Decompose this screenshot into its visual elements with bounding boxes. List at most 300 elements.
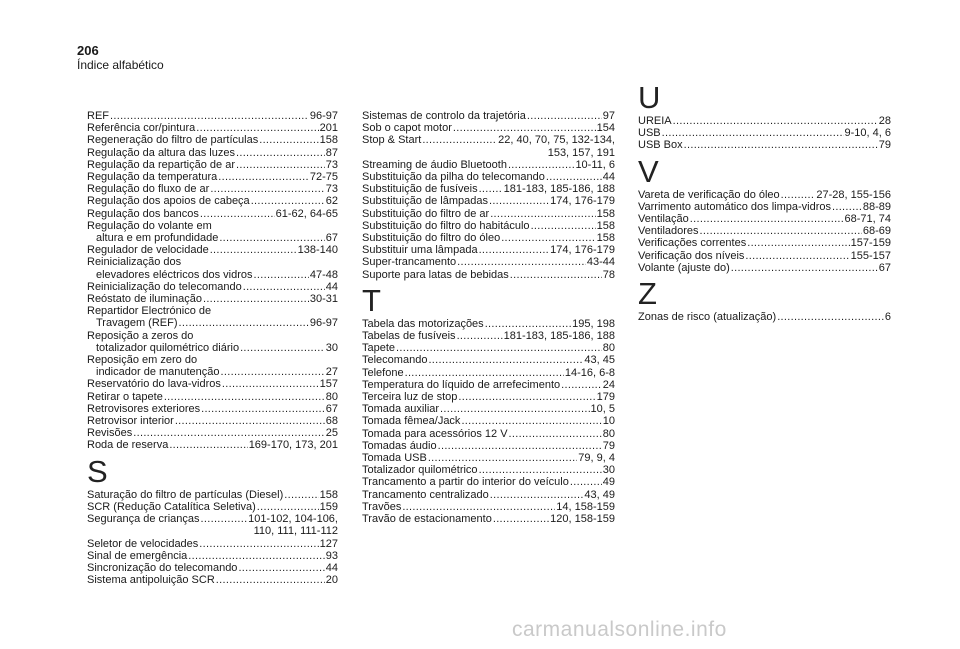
entry-term-line: Reinicialização dos — [87, 256, 182, 269]
entry-row — [362, 489, 615, 501]
index-entry — [362, 232, 615, 244]
entry-row — [362, 367, 615, 379]
dot-leader — [196, 122, 318, 134]
dot-leader — [510, 269, 602, 281]
entry-row — [638, 189, 891, 201]
entry-row — [362, 464, 615, 476]
entry-pages: 24 — [602, 378, 615, 391]
dot-leader — [485, 318, 571, 330]
dot-leader — [219, 232, 324, 244]
entry-row — [362, 244, 615, 256]
entry-term: Sob o capot motor — [362, 122, 452, 135]
entry-pages: 159 — [319, 500, 338, 513]
entry-pages: 44 — [602, 171, 615, 184]
index-entry — [87, 244, 338, 256]
dot-leader — [110, 110, 309, 122]
dot-leader — [684, 139, 878, 151]
entry-term: Travão de estacionamento — [362, 513, 492, 526]
entry-term: Regeneração do filtro de partículas — [87, 134, 259, 147]
dot-leader — [493, 513, 549, 525]
entry-term: Sistemas de controlo da trajetória — [362, 110, 526, 122]
entry-term: Zonas de risco (atualização) — [638, 311, 777, 324]
entry-term: Ventilação — [638, 213, 689, 226]
dot-leader — [777, 311, 884, 323]
entry-term: Regulação do fluxo de ar — [87, 183, 210, 196]
index-entry — [362, 122, 615, 134]
entry-row — [362, 318, 615, 330]
dot-leader — [284, 489, 318, 501]
entry-pages: 27-28, 155-156 — [816, 188, 891, 201]
index-entry — [362, 440, 615, 452]
index-entry — [362, 428, 615, 440]
entry-term: Substituição do filtro do habitáculo — [362, 219, 530, 232]
entry-pages: 201 — [319, 122, 338, 135]
dot-leader — [781, 189, 816, 201]
section-letter: Z — [638, 276, 657, 312]
dot-leader — [479, 464, 602, 476]
dot-leader — [527, 110, 602, 122]
entry-row — [362, 220, 615, 232]
entry-term: Tomada auxiliar — [362, 403, 440, 416]
dot-leader — [508, 159, 575, 171]
index-entry — [638, 311, 891, 323]
entry-pages: 181-183, 185-186, 188 — [503, 330, 615, 343]
entry-term: Regulação da altura das luzes — [87, 146, 235, 159]
index-entry — [362, 159, 615, 171]
entry-term: Reóstato de iluminação — [87, 293, 202, 306]
entry-pages: 157-159 — [850, 237, 891, 250]
entry-term: Retrovisores exteriores — [87, 402, 201, 415]
index-entry — [362, 354, 615, 366]
entry-row — [362, 208, 615, 220]
index-entry — [362, 220, 615, 232]
entry-term: Seletor de velocidades — [87, 537, 199, 550]
dot-leader — [747, 237, 849, 249]
index-entry — [87, 513, 338, 537]
entry-term: indicador de manutenção — [96, 366, 220, 379]
entry-pages: 93 — [325, 549, 338, 562]
entry-row — [87, 195, 338, 207]
entry-pages: 72-75 — [309, 171, 338, 184]
entry-term: Tabela das motorizações — [362, 317, 484, 330]
index-column-3 — [638, 78, 891, 323]
entry-term-line: Reposição a zeros do — [87, 329, 194, 342]
entry-pages: 28 — [878, 115, 891, 127]
index-entry — [87, 550, 338, 562]
entry-pages: 67 — [325, 232, 338, 245]
index-entry — [87, 378, 338, 390]
entry-row — [87, 513, 338, 525]
index-entry — [638, 262, 891, 274]
entry-pages: 79, 9, 4 — [578, 452, 615, 465]
entry-term: USB — [638, 127, 661, 140]
dot-leader — [240, 342, 325, 354]
entry-pages: 174, 176-179 — [550, 244, 615, 257]
entry-pages: 73 — [325, 158, 338, 171]
entry-pages: 25 — [325, 427, 338, 440]
index-entry — [87, 281, 338, 293]
index-entry — [87, 489, 338, 501]
dot-leader — [236, 147, 325, 159]
entry-pages: 181-183, 185-186, 188 — [503, 183, 615, 196]
entry-pages: 6 — [884, 311, 891, 324]
entry-term: Ventiladores — [638, 225, 699, 238]
entry-row — [638, 250, 891, 262]
dot-leader — [133, 427, 325, 439]
index-entry — [87, 110, 338, 122]
dot-leader — [210, 244, 297, 256]
entry-term: Tomada para acessórios 12 V — [362, 427, 508, 440]
entry-row — [362, 391, 615, 403]
entry-row — [87, 415, 338, 427]
entry-pages: 79 — [878, 139, 891, 152]
entry-term: Substituição do filtro do óleo — [362, 232, 501, 245]
entry-term: Regulação dos bancos — [87, 207, 199, 220]
dot-leader — [396, 342, 602, 354]
entry-row — [362, 330, 615, 342]
entry-term: Substituir uma lâmpada — [362, 244, 478, 257]
entry-pages: 96-97 — [309, 110, 338, 122]
dot-leader — [509, 428, 602, 440]
index-entry — [362, 501, 615, 513]
entry-term: Super-trancamento — [362, 256, 457, 269]
dot-leader — [479, 244, 550, 256]
entry-term: Sincronização do telecomando — [87, 561, 238, 574]
entry-term: Retrovisor interior — [87, 415, 174, 428]
entry-pages: 120, 158-159 — [550, 513, 615, 526]
entry-term: USB Box — [638, 139, 683, 152]
index-entry — [87, 195, 338, 207]
entry-pages: 73 — [325, 183, 338, 196]
index-entry — [638, 250, 891, 262]
entry-pages: 101-102, 104-106, — [248, 513, 338, 526]
dot-leader — [531, 220, 596, 232]
entry-pages: 80 — [602, 342, 615, 355]
entry-row — [87, 562, 338, 574]
index-entry — [87, 330, 338, 354]
index-column-2 — [362, 110, 615, 525]
entry-pages: 155-157 — [850, 249, 891, 262]
index-entry — [87, 208, 338, 220]
entry-pages: 174, 176-179 — [550, 195, 615, 208]
dot-leader — [218, 171, 309, 183]
index-entry — [87, 122, 338, 134]
entry-pages: 97 — [602, 110, 615, 122]
entry-row — [362, 379, 615, 391]
dot-leader — [188, 550, 324, 562]
dot-leader — [479, 183, 503, 195]
entry-term: Revisões — [87, 427, 133, 440]
entry-row — [87, 183, 338, 195]
dot-leader — [832, 201, 862, 213]
entry-pages: 10-11, 6 — [575, 158, 615, 171]
entry-term: Varrimento automático dos limpa-vidros — [638, 200, 831, 213]
entry-pages: 30-31 — [309, 293, 338, 306]
dot-leader — [428, 452, 577, 464]
dot-leader — [428, 354, 583, 366]
index-entry — [362, 489, 615, 501]
index-entry — [362, 244, 615, 256]
entry-row — [87, 378, 338, 390]
entry-pages: 158 — [596, 232, 615, 245]
index-entry — [362, 391, 615, 403]
dot-leader — [175, 415, 325, 427]
dot-leader — [438, 440, 602, 452]
dot-leader — [700, 225, 862, 237]
index-entry — [87, 147, 338, 159]
dot-leader — [257, 501, 319, 513]
entry-pages: 20 — [325, 574, 338, 587]
entry-row — [638, 225, 891, 237]
entry-term: Streaming de áudio Bluetooth — [362, 158, 507, 171]
entry-term: Reinicialização do telecomando — [87, 280, 242, 293]
index-entry — [638, 213, 891, 225]
dot-leader — [690, 213, 844, 225]
entry-term: REF — [87, 110, 109, 122]
entry-row — [638, 201, 891, 213]
index-entry — [638, 139, 891, 151]
section-letter: T — [362, 282, 381, 318]
entry-term: elevadores eléctricos dos vidros — [96, 268, 253, 281]
entry-term: Tomada USB — [362, 452, 427, 465]
index-entry — [362, 403, 615, 415]
entry-row — [87, 281, 338, 293]
entry-pages: 158 — [596, 219, 615, 232]
entry-pages: 157 — [319, 378, 338, 391]
entry-term: Referência cor/pintura — [87, 122, 196, 135]
index-entry — [87, 293, 338, 305]
entry-pages: 27 — [325, 366, 338, 379]
dot-leader — [745, 250, 849, 262]
entry-pages: 87 — [325, 146, 338, 159]
dot-leader — [561, 379, 602, 391]
dot-leader — [210, 183, 324, 195]
entry-pages: 68-71, 74 — [844, 213, 891, 226]
index-entry — [362, 367, 615, 379]
entry-row — [362, 122, 615, 134]
entry-row — [87, 122, 338, 134]
entry-pages: 67 — [325, 402, 338, 415]
dot-leader — [422, 134, 497, 146]
entry-row — [87, 403, 338, 415]
entry-pages: 14-16, 6-8 — [564, 366, 615, 379]
entry-term: Regulação dos apoios de cabeça — [87, 195, 250, 208]
dot-leader — [201, 403, 325, 415]
entry-row — [87, 134, 338, 146]
dot-leader — [440, 403, 589, 415]
dot-leader — [236, 159, 325, 171]
entry-row — [87, 439, 338, 451]
index-entry — [87, 159, 338, 171]
entry-term: SCR (Redução Catalítica Seletiva) — [87, 500, 256, 513]
index-entry — [87, 354, 338, 378]
entry-term: Volante (ajuste do) — [638, 261, 730, 274]
entry-row — [362, 403, 615, 415]
dot-leader — [259, 134, 318, 146]
entry-pages: 179 — [596, 391, 615, 404]
dot-leader — [164, 391, 325, 403]
entry-pages-continued: 110, 111, 111-112 — [253, 525, 338, 538]
entry-pages: 158 — [596, 207, 615, 220]
entry-term: Temperatura do líquido de arrefecimento — [362, 378, 561, 391]
entry-term: Totalizador quilométrico — [362, 464, 478, 477]
entry-pages-continued: 153, 157, 191 — [547, 146, 615, 159]
entry-row — [638, 127, 891, 139]
dot-leader — [179, 317, 309, 329]
entry-term: UREIA — [638, 115, 672, 127]
entry-term: altura e em profundidade — [96, 232, 219, 245]
dot-leader — [402, 501, 555, 513]
entry-row — [362, 256, 615, 268]
entry-pages: 158 — [319, 488, 338, 501]
entry-row — [87, 391, 338, 403]
entry-row — [362, 415, 615, 427]
entry-row — [87, 159, 338, 171]
entry-row — [87, 171, 338, 183]
entry-pages: 61-62, 64-65 — [275, 207, 338, 220]
index-entry — [638, 225, 891, 237]
entry-term: Suporte para latas de bebidas — [362, 268, 509, 281]
dot-leader — [489, 195, 549, 207]
entry-pages: 43, 45 — [584, 354, 615, 367]
entry-row — [87, 293, 338, 305]
entry-pages: 43-44 — [586, 256, 615, 269]
entry-term: Stop & Start — [362, 134, 422, 147]
index-entry — [362, 379, 615, 391]
entry-term: Substituição da pilha do telecomando — [362, 171, 545, 184]
entry-term: Trancamento a partir do interior do veículo — [362, 476, 569, 489]
entry-term: Sinal de emergência — [87, 549, 188, 562]
entry-pages: 195, 198 — [572, 317, 615, 330]
index-entry — [638, 237, 891, 249]
entry-row — [87, 317, 338, 329]
entry-row — [362, 159, 615, 171]
entry-term: Travagem (REF) — [96, 317, 178, 330]
entry-pages: 43, 49 — [584, 488, 615, 501]
entry-pages: 88-89 — [862, 200, 891, 213]
index-entry — [362, 476, 615, 488]
watermark: carmanualsonline.info — [512, 618, 727, 641]
entry-row — [87, 489, 338, 501]
entry-row — [87, 550, 338, 562]
entry-pages: 10 — [602, 415, 615, 428]
entry-row — [362, 428, 615, 440]
entry-term: Reservatório do lava-vidros — [87, 378, 221, 391]
entry-row — [638, 213, 891, 225]
entry-term: Tomada fêmea/Jack — [362, 415, 461, 428]
index-entry — [362, 134, 615, 158]
entry-term: Roda de reserva — [87, 439, 169, 452]
entry-row — [87, 232, 338, 244]
index-entry — [87, 574, 338, 586]
entry-term: Telecomando — [362, 354, 428, 367]
index-entry — [87, 538, 338, 550]
dot-leader — [405, 367, 564, 379]
entry-row — [87, 538, 338, 550]
entry-row — [362, 110, 615, 122]
index-entry — [87, 501, 338, 513]
section-letter: V — [638, 153, 659, 189]
entry-term: Substituição de fusíveis — [362, 183, 478, 196]
index-entry — [87, 183, 338, 195]
entry-term: Regulação da temperatura — [87, 171, 218, 184]
index-entry — [362, 330, 615, 342]
entry-row — [362, 183, 615, 195]
entry-term: Saturação do filtro de partículas (Diesel) — [87, 488, 284, 501]
entry-row — [87, 342, 338, 354]
index-entry — [87, 220, 338, 244]
entry-pages: 30 — [602, 464, 615, 477]
entry-row — [362, 269, 615, 281]
index-entry — [362, 256, 615, 268]
entry-pages: 79 — [602, 439, 615, 452]
entry-row — [362, 501, 615, 513]
entry-row — [362, 342, 615, 354]
entry-pages: 158 — [319, 134, 338, 147]
entry-term: Vareta de verificação do óleo — [638, 188, 780, 201]
entry-pages: 169-170, 173, 201 — [248, 439, 338, 452]
index-entry — [87, 403, 338, 415]
dot-leader — [169, 439, 247, 451]
dot-leader — [490, 208, 595, 220]
index-entry — [362, 415, 615, 427]
dot-leader — [461, 415, 601, 427]
entry-term: Sistema antipoluição SCR — [87, 574, 215, 587]
entry-pages: 80 — [602, 427, 615, 440]
index-entry — [362, 452, 615, 464]
entry-term: Verificações correntes — [638, 237, 747, 250]
index-entry — [362, 464, 615, 476]
entry-pages: 22, 40, 70, 75, 132-134, — [498, 134, 615, 147]
index-entry — [87, 171, 338, 183]
entry-row — [362, 476, 615, 488]
dot-leader — [200, 208, 275, 220]
entry-term: totalizador quilométrico diário — [96, 341, 240, 354]
entry-term: Substituição do filtro de ar — [362, 207, 490, 220]
entry-pages: 127 — [319, 537, 338, 550]
dot-leader — [222, 378, 319, 390]
entry-pages: 154 — [596, 122, 615, 135]
entry-term: Segurança de crianças — [87, 513, 200, 526]
entry-row — [362, 513, 615, 525]
entry-term: Retirar o tapete — [87, 390, 163, 403]
index-entry — [87, 439, 338, 451]
index-entry — [87, 134, 338, 146]
entry-pages: 44 — [325, 561, 338, 574]
entry-row — [87, 269, 338, 281]
index-entry — [362, 318, 615, 330]
dot-leader — [457, 256, 586, 268]
dot-leader — [201, 513, 248, 525]
entry-pages: 68 — [325, 415, 338, 428]
entry-term: Terceira luz de stop — [362, 391, 458, 404]
entry-term: Regulador de velocidade — [87, 244, 209, 257]
entry-row — [362, 134, 615, 146]
page-subtitle: Índice alfabético — [77, 58, 164, 72]
entry-row — [87, 110, 338, 122]
dot-leader — [238, 562, 324, 574]
entry-pages: 96-97 — [309, 317, 338, 330]
entry-row — [87, 244, 338, 256]
entry-pages: 9-10, 4, 6 — [844, 127, 891, 140]
dot-leader — [199, 538, 318, 550]
entry-row — [638, 115, 891, 127]
index-entry — [87, 391, 338, 403]
index-entry — [87, 256, 338, 280]
entry-pages: 44 — [325, 280, 338, 293]
entry-pages: 14, 158-159 — [556, 500, 615, 513]
entry-term-line: Reposição em zero do — [87, 354, 198, 367]
